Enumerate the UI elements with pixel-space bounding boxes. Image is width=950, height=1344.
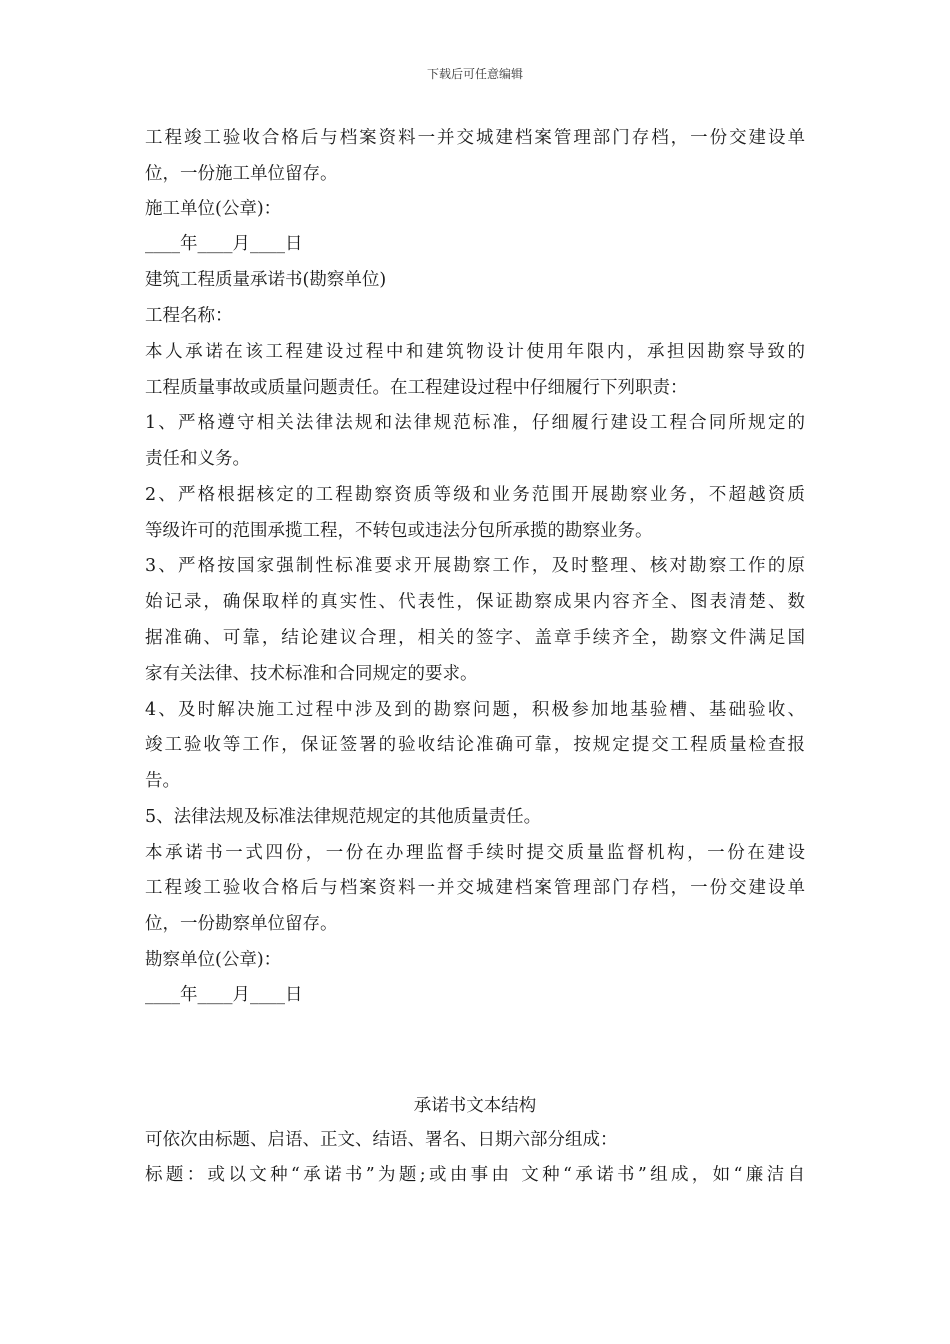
section-heading: 建筑工程质量承诺书(勘察单位) [145, 270, 387, 290]
section-title: 承诺书文本结构 [413, 1096, 537, 1116]
text-line: 本人承诺在该工程建设过程中和建筑物设计使用年限内，承担因勘察导致的 [145, 342, 805, 362]
text-line: 家有关法律、技术标准和合同规定的要求。 [145, 664, 478, 684]
text-line: 竣工验收等工作，保证签署的验收结论准确可靠，按规定提交工程质量检查报 [145, 735, 805, 755]
text-line: 始记录，确保取样的真实性、代表性，保证勘察成果内容齐全、图表清楚、数 [145, 592, 805, 612]
project-name-line: 工程名称： [145, 306, 233, 326]
text-line: 责任和义务。 [145, 449, 250, 469]
text-line: 工程竣工验收合格后与档案资料一并交城建档案管理部门存档，一份交建设单 [145, 128, 805, 148]
date-line: ____年____月____日 [145, 985, 303, 1005]
list-item-4: 4、及时解决施工过程中涉及到的勘察问题，积极参加地基验槽、基础验收、 [145, 700, 805, 720]
text-line: 可依次由标题、启语、正文、结语、署名、日期六部分组成： [145, 1130, 618, 1150]
list-item-5: 5、法律法规及标准法律规范规定的其他质量责任。 [145, 807, 542, 827]
text-line: 位，一份施工单位留存。 [145, 164, 338, 184]
text-line: 据准确、可靠，结论建议合理，相关的签字、盖章手续齐全，勘察文件满足国 [145, 628, 805, 648]
date-line: ____年____月____日 [145, 234, 303, 254]
page-header: 下载后可任意编辑 [426, 67, 523, 81]
text-line: 等级许可的范围承揽工程，不转包或违法分包所承揽的勘察业务。 [145, 521, 653, 541]
signature-line: 勘察单位(公章)： [145, 950, 282, 970]
signature-line: 施工单位(公章)： [145, 199, 282, 219]
text-line: 本承诺书一式四份，一份在办理监督手续时提交质量监督机构，一份在建设 [145, 843, 805, 863]
list-item-1: 1、严格遵守相关法律法规和法律规范标准，仔细履行建设工程合同所规定的 [145, 413, 805, 433]
text-line: 工程质量事故或质量问题责任。在工程建设过程中仔细履行下列职责： [145, 378, 688, 398]
text-line: 工程竣工验收合格后与档案资料一并交城建档案管理部门存档，一份交建设单 [145, 878, 805, 898]
list-item-2: 2、严格根据核定的工程勘察资质等级和业务范围开展勘察业务，不超越资质 [145, 485, 805, 505]
list-item-3: 3、严格按国家强制性标准要求开展勘察工作，及时整理、核对勘察工作的原 [145, 556, 805, 576]
text-line: 告。 [145, 771, 180, 791]
text-line: 位，一份勘察单位留存。 [145, 914, 338, 934]
text-line: 标题：或以文种“承诺书”为题;或由事由 文种“承诺书”组成，如“廉洁自 [145, 1165, 805, 1185]
